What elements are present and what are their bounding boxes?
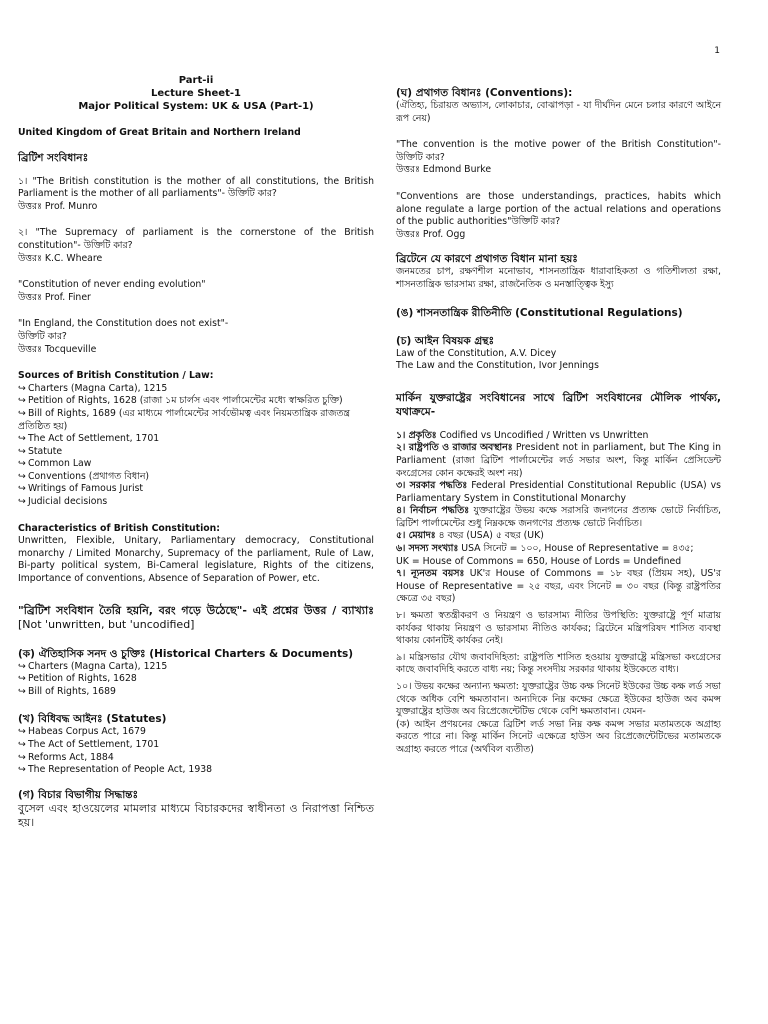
statute-item-text: The Representation of People Act, 1938 [28,764,213,776]
source-item [18,496,374,509]
source-item-text: The Act of Settlement, 1701 [28,433,160,445]
lecture-sheet-heading: Lecture Sheet-1 [151,88,241,99]
source-item-text: Charters (Magna Carta), 1215 [28,382,168,394]
charter-item-text: Charters (Magna Carta), 1215 [28,660,168,672]
page-number: 1 [714,46,720,56]
quote-answer: [Not 'unwritten, but 'uncodified] [18,618,195,632]
british-constitution-heading: ব্রিটিশ সংবিধানঃ [18,151,89,164]
source-item [18,395,374,408]
differences-heading: মার্কিন যুক্তরাষ্ট্রের সংবিধানের সাথে ব্রিটিশ সংবিধানের মৌলিক পার্থক্য, যথাক্রমে- [396,391,721,418]
difference-5 [396,530,721,543]
source-item [18,471,374,484]
answer-2: উত্তরঃ K.C. Wheare [18,252,103,264]
charter-item [18,673,374,686]
source-item-text: Writings of Famous Jurist [28,483,144,495]
arrow-bullet-icon: ↪ [18,764,26,776]
arrow-bullet-icon: ↪ [18,751,26,763]
statute-item-text: Reforms Act, 1884 [28,751,114,763]
difference-7-text: UK'র House of Commons = ১৮ বছর (প্রিয়ম সহ), US'র House of Representative = ২৫ বছর, এবং সিনেট = ৩০ বছর (কিন্তু রাষ্ট্রপতির ক্ষেত্রে ৩৫ বছর) [396,568,721,605]
difference-2 [396,442,721,480]
source-item [18,433,374,446]
difference-4-label: ৪। নির্বাচন পদ্ধতিঃ [396,505,470,517]
document-title: Major Political System: UK & USA (Part-1) [78,101,314,112]
difference-8: ৮। ক্ষমতা স্বতন্ত্রীকরণ ও নিয়ন্ত্রণ ও ভারসাম্য নীতির উপস্থিতি: যুক্তরাষ্ট্রে পূর্ণ মাত্রায় কার্যকর থাকায় নিয়ন্ত্রণ ও ভারসাম্য নীতিও কার্যকর; ব্রিটেনে মন্ত্রিপরিষদ শাসিত ব্যবস্থা থাকায় কোনটিই কার্যকর নেই। [396,610,721,647]
difference-2-text: President not in parliament, but The King in Parliament (রাজা ব্রিটিশ পার্লামেন্টের লর্ড সভার অংশ, কিন্তু মার্কিন প্রেসিডেন্ট কংগ্রেসের কোন কক্ষেরই অংশ নয়) [396,442,721,479]
statutes-list [18,726,374,776]
difference-5-text: ৪ বছর (USA) ৫ বছর (UK) [435,530,544,542]
difference-6-label: ৬। সদস্য সংখ্যাঃ [396,543,459,555]
arrow-bullet-icon: ↪ [18,382,26,394]
charter-item [18,686,374,699]
question-6: "Conventions are those understandings, practices, habits which alone regulate a large portion of the actual relations and operations of the public authorities"উক্তিটি কার? [396,190,721,228]
arrow-bullet-icon: ↪ [18,407,26,419]
source-item [18,458,374,471]
arrow-bullet-icon: ↪ [18,739,26,750]
source-item-text: Common Law [28,458,92,470]
question-4-cont: উক্তিটি কার? [18,330,67,342]
arrow-bullet-icon: ↪ [18,395,26,407]
statute-item-text: The Act of Settlement, 1701 [28,739,160,750]
difference-9: ৯। মন্ত্রিসভার যৌথ জবাবদিহিতা: রাষ্ট্রপতি শাসিত হওয়ায় যুক্তরাষ্ট্রে মন্ত্রিসভা কংগ্রেসের কাছে জবাবদিহি করতে বাধ্য নয়; কিন্তু সংসদীয় সরকার থাকায় ইউকেতে বাধ্য। [396,651,721,676]
difference-1 [396,430,721,443]
question-2: ২। "The Supremacy of parliament is the cornerstone of the British constitution"- উক্তিটি কার? [18,227,374,251]
difference-6-text: USA সিনেট = ১০০, House of Representative = ৪৩৫; [458,543,694,555]
source-item [18,483,374,496]
quote-question [18,604,374,633]
charter-item-text: Bill of Rights, 1689 [28,685,116,697]
historical-charters-heading: (ক) ঐতিহাসিক সনদ ও চুক্তিঃ (Historical Charters & Documents) [18,647,354,660]
answer-3: উত্তরঃ Prof. Finer [18,291,91,303]
answer-5: উত্তরঃ Edmond Burke [396,164,492,176]
regulations-heading: (ঙ) শাসনতান্ত্রিক রীতিনীতি (Constitutional Regulations) [396,306,683,319]
book-1: Law of the Constitution, A.V. Dicey [396,347,557,359]
difference-5-label: ৫। মেয়াদঃ [396,530,436,542]
statute-item-text: Habeas Corpus Act, 1679 [28,726,146,738]
arrow-bullet-icon: ↪ [18,660,26,672]
statute-item [18,739,374,752]
question-3: "Constitution of never ending evolution" [18,279,206,291]
answer-4: উত্তরঃ Tocqueville [18,343,97,355]
difference-7-label: ৭। ন্যূনতম বয়সঃ [396,568,465,580]
difference-6 [396,543,721,556]
source-item [18,408,374,433]
difference-10-ka: (ক) আইন প্রণয়নের ক্ষেত্রে ব্রিটিশ লর্ড সভা নিম্ন কক্ষ কমন্স সভার মতামতকে অগ্রাহ্য করতে পারে না। কিন্তু মার্কিন সিনেট এক্ষেত্রে হাউস অব রিপ্রেজেন্টেটিভের মতামতকে অগ্রাহ্য করতে পারে (অর্থবিল ব্যতীত) [396,718,721,755]
uk-title: United Kingdom of Great Britain and Northern Ireland [18,127,301,138]
statute-item [18,726,374,739]
arrow-bullet-icon: ↪ [18,483,26,495]
difference-3 [396,480,721,505]
judicial-decisions-text: বুসেল এবং হাওয়েলের মামলার মাধ্যমে বিচারকদের স্বাধীনতা ও নিরাপত্তা নিশ্চিত হয়। [18,801,374,830]
law-books-heading: (চ) আইন বিষয়ক গ্রন্থঃ [396,334,495,347]
statute-item [18,764,374,777]
statutes-heading: (খ) বিধিবদ্ধ আইনঃ (Statutes) [18,713,167,726]
judicial-decisions-heading: (গ) বিচার বিভাগীয় সিদ্ধান্তঃ [18,788,139,801]
difference-4 [396,505,721,530]
difference-3-text: Federal Presidential Constitutional Republic (USA) vs Parliamentary System in Constitutional Monarchy [396,480,721,504]
conventions-text: (ঐতিহ্য, চিরায়ত অভ্যাস, লোকাচার, বোঝাপড়া - যা দীর্ঘদিন মেনে চলার কারণে আইনে রূপ নেয়) [396,100,721,124]
historical-charters-list [18,661,374,699]
sources-list [18,383,374,509]
answer-1: উত্তরঃ Prof. Munro [18,200,98,212]
source-item-text: Petition of Rights, 1628 (রাজা ১ম চার্লস এবং পার্লামেন্টের মধ্যে স্বাক্ষরিত চুক্তি) [28,395,343,407]
characteristics-heading: Characteristics of British Constitution: [18,522,221,534]
characteristics-text: Unwritten, Flexible, Unitary, Parliamentary democracy, Constitutional monarchy / Limited Monarchy, Supremacy of the parliament, Rule of Law, Bi-party political system, Bi-Cameral legislature, Rights of the citizens, Importance of conventions, Absence of Separation of Power, etc. [18,535,374,585]
arrow-bullet-icon: ↪ [18,458,26,470]
difference-7 [396,568,721,606]
difference-10: ১০। উভয় কক্ষের অন্যান্য ক্ষমতা: যুক্তরাষ্ট্রের উচ্চ কক্ষ সিনেট ইউকের উচ্চ কক্ষ লর্ড সভা থেকে অধিক বেশি ক্ষমতাবান। অন্যদিকে নিম্ন কক্ষের ক্ষেত্রে ইউকের হাউজ অব কমন্স যুক্তরাষ্ট্রের হাউজ অব রিপ্রেজেন্টেটিভ থেকে বেশি ক্ষমতাবান। যেমন- [396,681,721,718]
charter-item [18,661,374,674]
quote-question-text: "ব্রিটিশ সংবিধান তৈরি হয়নি, বরং গড়ে উঠেছে"- এই প্রশ্নের উত্তর / ব্যাখ্যাঃ [18,603,374,617]
difference-1-text: Codified vs Uncodified / Written vs Unwritten [436,429,649,441]
reason-heading: ব্রিটেনে যে কারণে প্রথাগত বিধান মানা হয়ঃ [396,253,578,266]
arrow-bullet-icon: ↪ [18,445,26,457]
question-4: "In England, the Constitution does not exist"- [18,318,229,330]
right-column [396,86,721,757]
sources-heading: Sources of British Constitution / Law: [18,370,214,382]
charter-item-text: Petition of Rights, 1628 [28,673,137,685]
statute-item [18,752,374,765]
arrow-bullet-icon: ↪ [18,726,26,738]
arrow-bullet-icon: ↪ [18,673,26,685]
left-column [18,74,374,831]
difference-2-label: ২। রাষ্ট্রপতি ও রাজার অবস্থানঃ [396,442,513,454]
arrow-bullet-icon: ↪ [18,685,26,697]
difference-6-uk: UK = House of Commons = 650, House of Lords = Undefined [396,555,682,567]
arrow-bullet-icon: ↪ [18,496,26,508]
arrow-bullet-icon: ↪ [18,470,26,482]
answer-6: উত্তরঃ Prof. Ogg [396,228,466,240]
part-heading: Part-ii [178,75,214,86]
question-1: ১। "The British constitution is the mother of all constitutions, the British Parliament is the mother of all parliaments"- উক্তিটি কার? [18,175,374,200]
difference-3-label: ৩। সরকার পদ্ধতিঃ [396,480,468,492]
arrow-bullet-icon: ↪ [18,433,26,445]
source-item-text: Judicial decisions [28,496,108,508]
conventions-heading: (ঘ) প্রথাগত বিধানঃ (Conventions): [396,87,573,99]
source-item-text: Statute [28,445,63,457]
difference-1-label: ১। প্রকৃতিঃ [396,429,437,441]
source-item [18,446,374,459]
difference-4-text: যুক্তরাষ্ট্রের উভয় কক্ষে সরাসরি জনগনের প্রত্যক্ষ ভোটে নির্বাচিত, ব্রিটিশ পার্লামেন্টের শুধু নিম্নকক্ষে জনগণের প্রত্যক্ষ ভোটে নির্বাচিত। [396,505,722,529]
source-item-text: Conventions (প্রথাগত বিধান) [28,470,150,482]
source-item [18,383,374,396]
source-item-text: Bill of Rights, 1689 (এর মাধ্যমে পার্লামেন্টের সার্বভৌমত্ব এবং নিয়মতান্ত্রিক রাজতন্ত্র প্রতিষ্ঠিত হয়) [18,407,350,432]
book-2: The Law and the Constitution, Ivor Jennings [396,360,599,372]
question-5: "The convention is the motive power of the British Constitution"- উক্তিটি কার? [396,139,721,163]
reason-text: জনমতের চাপ, রক্ষণশীল মনোভাব, শাসনতান্ত্রিক ধারাবাহিকতা ও গতিশীলতা রক্ষা, শাসনতান্ত্রিক ভারসাম্য রক্ষা, রাজনৈতিক ও মনস্তাত্ত্বিক ইস্যু [396,266,721,290]
